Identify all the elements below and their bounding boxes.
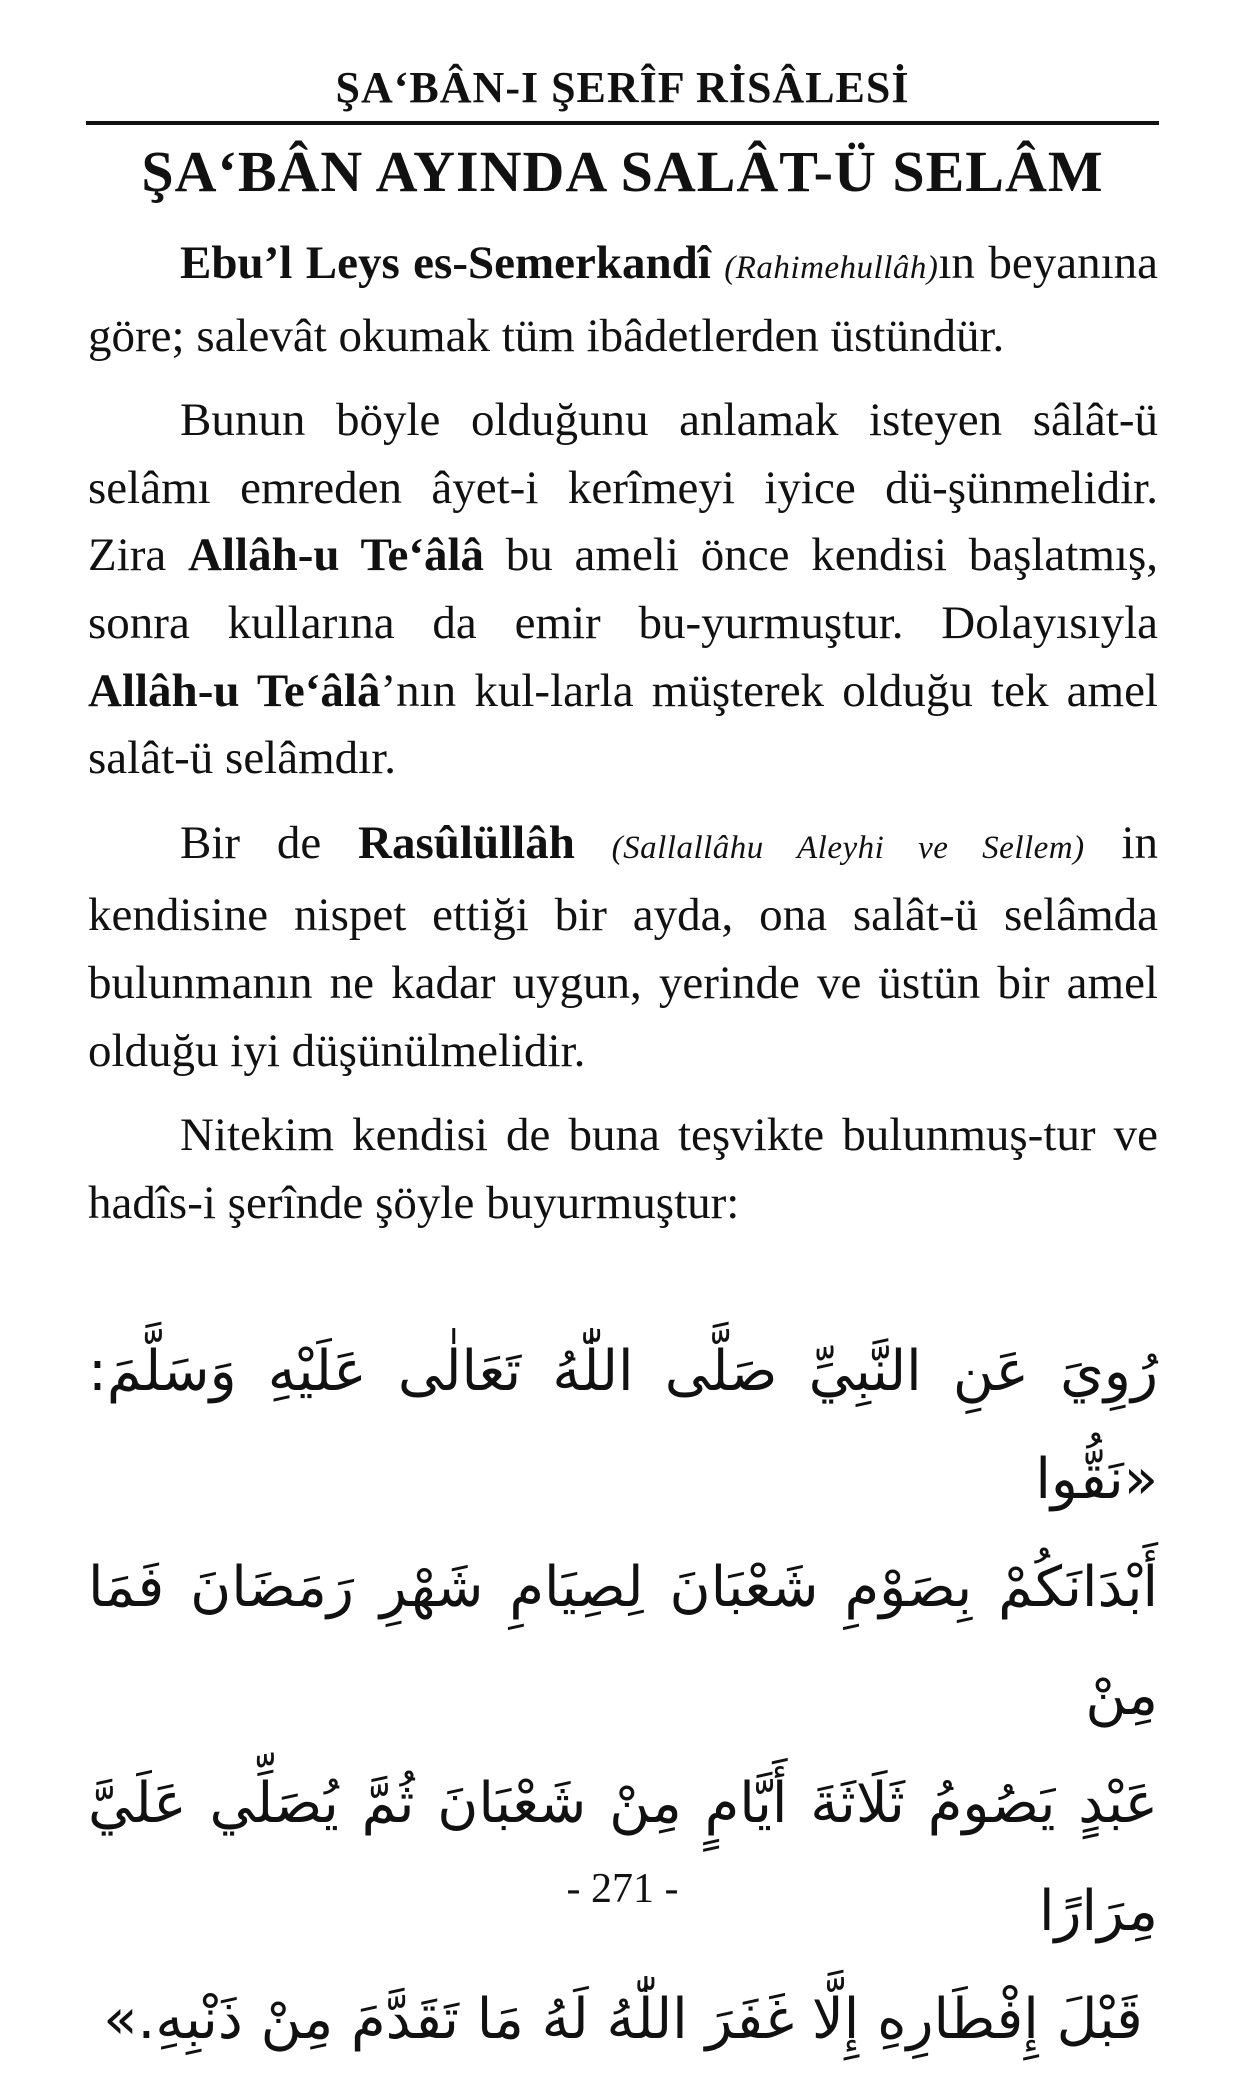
paragraph-text: bu ameli önce kendisi başlatmış, sonra kullarına da emir bu-yurmuştur. Dolayısıyla	[88, 529, 1159, 649]
paragraph-text: Bir de	[180, 816, 359, 869]
honorific: (Rahimehullâh)	[724, 250, 939, 286]
arabic-line-2: أَبْدَانَكُمْ بِصَوْمِ شَعْبَانَ لِصِيَامِ شَهْرِ رَمَضَانَ فَمَا مِنْ	[88, 1555, 1158, 1728]
arabic-line-1: رُوِيَ عَنِ النَّبِيِّ صَلَّى اللّٰهُ تَعَالٰى عَلَيْهِ وَسَلَّمَ: «نَقُّوا	[88, 1339, 1158, 1512]
paragraph-1	[88, 230, 1158, 370]
arabic-hadith	[88, 1318, 1158, 2074]
header-rule	[86, 121, 1159, 125]
divine-name: Allâh-u Te‘âlâ	[188, 529, 485, 582]
page-number: - 271 -	[566, 1866, 679, 1912]
divine-name: Allâh-u Te‘âlâ	[88, 664, 381, 717]
running-header: ŞA‘BÂN-I ŞERÎF RİSÂLESİ	[335, 63, 910, 112]
paragraph-4	[88, 1102, 1158, 1237]
paragraph-text: Nitekim kendisi de buna teşvikte bulunmuş-tur ve hadîs-i şerînde şöyle buyurmuştur:	[88, 1109, 1158, 1229]
paragraph-text: in kendisine nispet ettiği bir ayda, ona salât-ü selâmda bulunmanın ne kadar uygun, yerinde ve üstün bir amel olduğu iyi düşünülmelidir.	[88, 816, 1158, 1077]
scholar-name: Ebu’l Leys es-Semerkandî	[180, 237, 711, 289]
honorific: (Sallallâhu Aleyhi ve Sellem)	[611, 829, 1085, 866]
arabic-line-4: قَبْلَ إِفْطَارِهِ إِلَّا غَفَرَ اللّٰهُ لَهُ مَا تَقَدَّمَ مِنْ ذَنْبِهِ.»	[103, 1987, 1143, 2052]
arabic-line-3: عَبْدٍ يَصُومُ ثَلَاثَةَ أَيَّامٍ مِنْ شَعْبَانَ ثُمَّ يُصَلِّي عَلَيَّ مِرَارًا	[88, 1771, 1158, 1944]
paragraph-text: Bunun böyle olduğunu anlamak isteyen sâlât-ü selâmı emreden âyet-i kerîmeyi iyice dü-şünmelidir. Zira	[88, 394, 1158, 582]
paragraph-text: ’nın kul-larla müşterek olduğu tek amel salât-ü selâmdır.	[88, 664, 1158, 785]
paragraph-2	[88, 387, 1158, 793]
prophet-name: Rasûlüllâh	[358, 816, 575, 869]
paragraph-3	[88, 810, 1158, 1085]
paragraph-text: ın beyanına göre; salevât okumak tüm ibâdetlerden üstündür.	[88, 237, 1158, 362]
chapter-title: ŞA‘BÂN AYINDA SALÂT-Ü SELÂM	[141, 139, 1104, 204]
body-text	[88, 230, 1158, 1254]
